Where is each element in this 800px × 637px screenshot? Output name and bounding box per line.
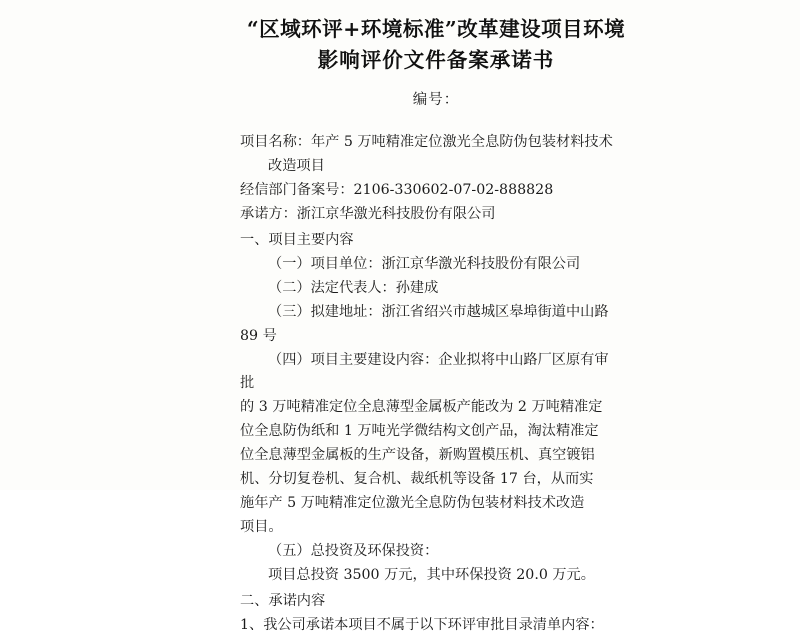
field-record-number-label: 经信部门备案号： (240, 181, 354, 198)
section-1-item-13: 项目总投资 3500 万元，其中环保投资 20.0 万元。 (268, 566, 595, 583)
field-record-number (240, 179, 620, 202)
section-1-item-5: （四）项目主要建设内容：企业拟将中山路厂区原有审批 (240, 351, 609, 391)
field-project-name-cont: 改造项目 (268, 157, 325, 174)
section-1-item-1: （一）项目单位：浙江京华激光科技股份有限公司 (268, 255, 581, 272)
field-project-name (240, 131, 620, 154)
document-body (240, 131, 620, 637)
section-1-item-8: 位全息薄型金属板的生产设备，新购置模压机、真空镀铝 (240, 446, 595, 463)
section-1-item-11: 项目。 (240, 518, 283, 535)
section-1-item-2: （二）法定代表人：孙建成 (268, 279, 439, 296)
section-1-item-10: 施年产 5 万吨精准定位激光全息防伪包装材料技术改造 (240, 494, 585, 511)
section-1-item-6: 的 3 万吨精准定位全息薄型金属板产能改为 2 万吨精准定 (240, 398, 603, 415)
field-promisor-value: 浙江京华激光科技股份有限公司 (296, 205, 496, 222)
document-title (190, 14, 682, 76)
section-heading-1: 一、项目主要内容 (240, 231, 354, 248)
field-record-number-value: 2106-330602-07-02-888828 (353, 181, 554, 198)
title-line-1: “区域环评+环境标准”改革建设项目环境 (246, 17, 626, 41)
section-1-item-4: 89 号 (240, 327, 277, 344)
section-1-item-9: 机、分切复卷机、复合机、裁纸机等设备 17 台，从而实 (240, 470, 594, 487)
field-project-name-label: 项目名称： (240, 133, 311, 150)
title-line-2: 影响评价文件备案承诺书 (317, 47, 555, 72)
field-project-name-value: 年产 5 万吨精准定位激光全息防伪包装材料技术 (310, 133, 613, 150)
section-2-item-1: 1、我公司承诺本项目不属于以下环评审批目录清单内容： (240, 616, 604, 633)
section-1-item-3: （三）拟建地址：浙江省绍兴市越城区皋埠街道中山路 (268, 303, 609, 320)
section-heading-2: 二、承诺内容 (240, 592, 326, 609)
section-1-item-7: 位全息防伪纸和 1 万吨光学微结构文创产品，淘汰精准定 (240, 422, 599, 439)
field-promisor (240, 203, 620, 226)
field-promisor-label: 承诺方： (240, 205, 297, 222)
document-number-label: 编号： (412, 91, 460, 108)
section-1-item-12: （五）总投资及环保投资： (268, 542, 439, 559)
